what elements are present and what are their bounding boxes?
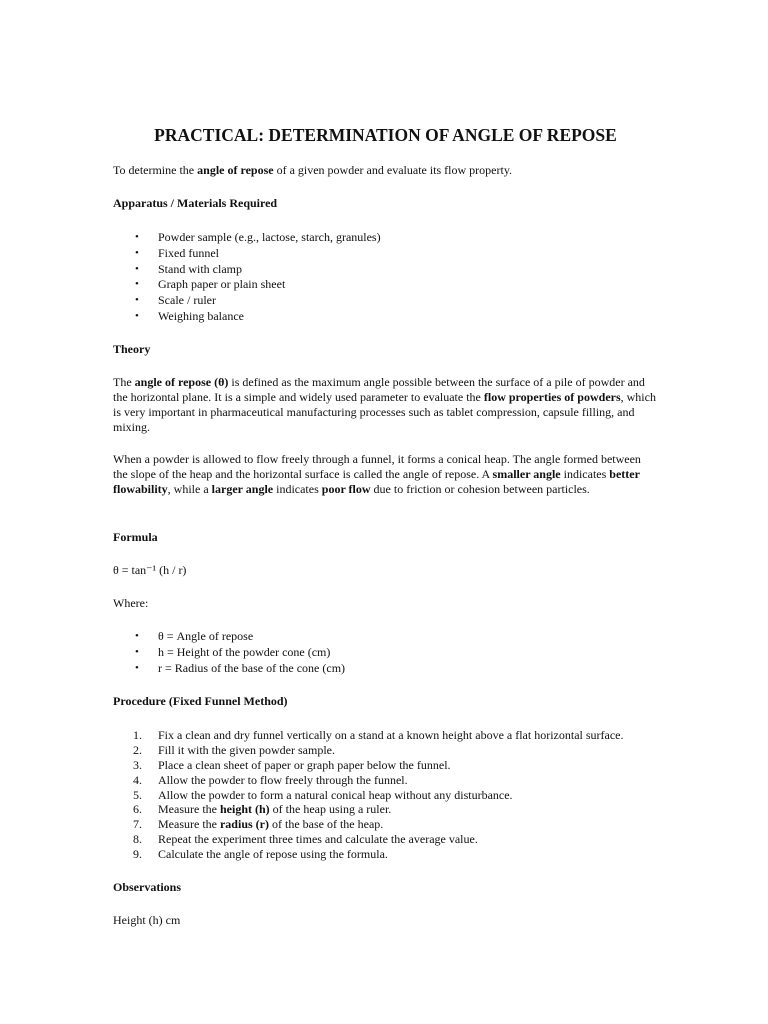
theory-heading: Theory [113, 342, 151, 356]
bullet-icon: • [135, 294, 139, 307]
bullet-icon: • [135, 262, 139, 275]
list-item: 2. Fill it with the given powder sample. [133, 742, 335, 757]
bullet-icon: • [135, 246, 139, 259]
formula-where: Where: [113, 596, 149, 610]
theory-paragraph-2: When a powder is allowed to flow freely through a funnel, it forms a conical heap. The angle formed between the slope of the heap and the horizontal surface is called the angle of repose. A smaller angle indicates better flowability, while a larger angle indicates poor flow due to friction or cohesion between particles. [113, 452, 641, 496]
theory-paragraph-1: The angle of repose (θ) is defined as the maximum angle possible between the surface of a pile of powder and the horizontal plane. It is a simple and widely used parameter to evaluate the flow properties of powders, which is very important in pharmaceutical manufacturing processes such as tablet compression, capsule filling, and mixing. [113, 375, 656, 434]
list-item: 9. Calculate the angle of repose using the formula. [133, 847, 388, 862]
document-page [113, 0, 658, 1024]
list-item: • r = Radius of the base of the cone (cm) [135, 660, 346, 675]
list-item: • Powder sample (e.g., lactose, starch, granules) [135, 230, 381, 244]
list-item: • Scale / ruler [135, 293, 216, 308]
aim-bold: angle of repose [197, 163, 274, 177]
aim-text: To determine the [113, 163, 198, 177]
list-item: • Fixed funnel [135, 245, 219, 260]
bullet-icon: • [135, 231, 139, 243]
observations-height-label: Height (h) cm [113, 913, 181, 927]
list-item: • h = Height of the powder cone (cm) [135, 644, 331, 659]
list-item: • Weighing balance [135, 308, 244, 323]
list-item: 1. Fix a clean and dry funnel vertically on a stand at a known height above a flat horizontal surface. [133, 728, 624, 742]
bullet-icon: • [135, 661, 139, 674]
apparatus-list [113, 230, 658, 325]
observations-heading: Observations [113, 880, 182, 894]
list-item: 4. Allow the powder to flow freely through the funnel. [133, 772, 408, 787]
apparatus-heading: Apparatus / Materials Required [113, 196, 278, 210]
bullet-icon: • [135, 630, 139, 642]
aim-paragraph [113, 163, 658, 178]
aim-text-end: of a given powder and evaluate its flow property. [273, 163, 513, 177]
page-title: PRACTICAL: DETERMINATION OF ANGLE OF REPOSE [154, 125, 617, 145]
bullet-icon: • [135, 309, 139, 322]
list-item: 3. Place a clean sheet of paper or graph paper below the funnel. [133, 757, 451, 772]
formula-equation: θ = tan⁻¹ (h / r) [113, 563, 187, 577]
formula-variables-list [113, 629, 658, 676]
list-item: • Graph paper or plain sheet [135, 277, 286, 292]
list-item: 7. Measure the radius (r) of the base of the heap. [133, 817, 384, 832]
bullet-icon: • [135, 645, 139, 658]
procedure-heading: Procedure (Fixed Funnel Method) [113, 694, 288, 708]
bullet-icon: • [135, 278, 139, 291]
list-item: • θ = Angle of repose [135, 629, 254, 643]
list-item: • Stand with clamp [135, 261, 242, 276]
list-item: 5. Allow the powder to form a natural conical heap without any disturbance. [133, 787, 513, 802]
procedure-steps [113, 728, 658, 862]
list-item: 6. Measure the height (h) of the heap using a ruler. [133, 802, 392, 817]
formula-heading: Formula [113, 530, 158, 544]
list-item: 8. Repeat the experiment three times and calculate the average value. [133, 832, 478, 847]
